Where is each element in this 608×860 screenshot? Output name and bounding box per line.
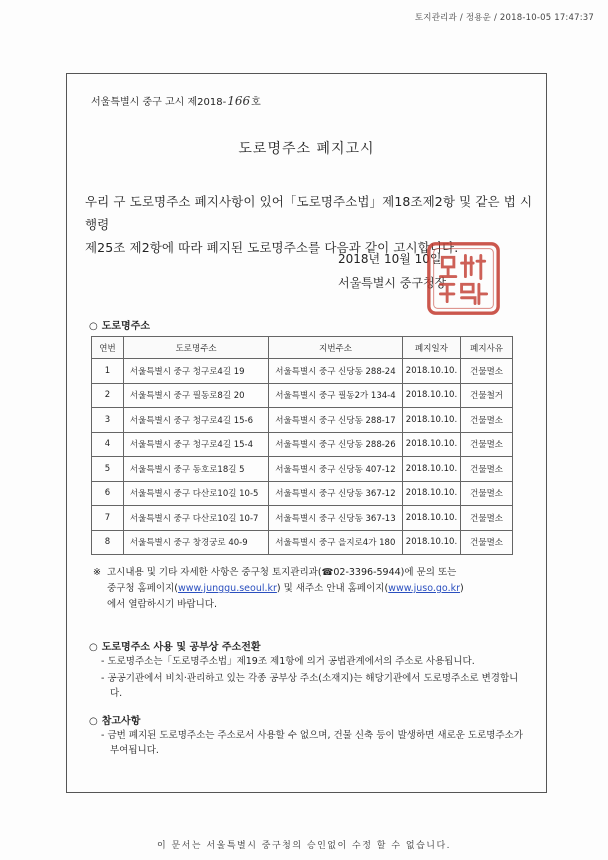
cell-lot-address: 서울특별시 중구 을지로4가 180 bbox=[269, 530, 402, 555]
notice-title: 도로명주소 폐지고시 bbox=[238, 141, 375, 157]
junggu-homepage-link[interactable]: www.junggu.seoul.kr bbox=[177, 583, 277, 594]
notice-issuer: 서울특별시 중구청장 bbox=[338, 276, 447, 290]
cell-date: 2018.10.10. bbox=[402, 408, 460, 433]
cell-date: 2018.10.10. bbox=[402, 432, 460, 457]
cell-date: 2018.10.10. bbox=[402, 481, 460, 506]
cell-lot-address: 서울특별시 중구 신당동 407-12 bbox=[269, 457, 402, 482]
cell-no: 5 bbox=[92, 457, 124, 482]
cell-date: 2018.10.10. bbox=[402, 530, 460, 555]
col-header-road-address: 도로명주소 bbox=[123, 337, 268, 359]
notice-number-handwritten: 166 bbox=[227, 94, 251, 108]
notes-section-heading bbox=[89, 712, 140, 727]
cell-reason: 건물철거 bbox=[461, 383, 513, 408]
notice-number-prefix: 서울특별시 중구 고시 제2018- bbox=[91, 97, 227, 108]
table-row bbox=[92, 383, 513, 408]
document-meta-stamp: 토지관리과 / 정용운 / 2018-10-05 17:47:37 bbox=[414, 13, 594, 23]
notes-section-list bbox=[101, 728, 526, 760]
cell-date: 2018.10.10. bbox=[402, 359, 460, 384]
notice-number bbox=[91, 93, 261, 108]
col-header-reason: 폐지사유 bbox=[461, 337, 513, 359]
document-footer: 이 문서는 서울특별시 중구청의 승인없이 수정 할 수 없습니다. bbox=[156, 841, 452, 851]
usage-item-2: - 공공기관에서 비치·관리하고 있는 각종 공부상 주소(소재지)는 해당기관에서 도로명주소로 변경합니다. bbox=[101, 673, 519, 699]
notice-date: 2018년 10월 10일 bbox=[338, 252, 442, 266]
cell-reason: 건물멸소 bbox=[461, 359, 513, 384]
cell-lot-address: 서울특별시 중구 신당동 288-26 bbox=[269, 432, 402, 457]
reference-note-line-1: 고시내용 및 기타 자세한 사항은 중구청 토지관리과(☎02-3396-5944)에 문의 또는 bbox=[107, 567, 457, 578]
usage-section-list bbox=[101, 654, 526, 703]
table-row bbox=[92, 506, 513, 531]
table-row bbox=[92, 481, 513, 506]
notice-body-line-2: 제25조 제2항에 따라 폐지된 도로명주소를 다음과 같이 고시합니다. bbox=[85, 240, 459, 255]
reference-text-a: 중구청 홈페이지( bbox=[107, 583, 178, 594]
notes-heading-label: 참고사항 bbox=[101, 716, 141, 727]
table-row bbox=[92, 457, 513, 482]
official-seal-icon bbox=[425, 240, 502, 317]
cell-reason: 건물멸소 bbox=[461, 432, 513, 457]
cell-reason: 건물멸소 bbox=[461, 408, 513, 433]
notice-body-line-1: 우리 구 도로명주소 폐지사항이 있어「도로명주소법」제18조제2항 및 같은 법 시행령 bbox=[85, 194, 533, 232]
cell-reason: 건물멸소 bbox=[461, 530, 513, 555]
cell-road-address: 서울특별시 중구 필동로8길 20 bbox=[123, 383, 268, 408]
road-address-section-heading bbox=[89, 317, 150, 332]
cell-road-address: 서울특별시 중구 창경궁로 40-9 bbox=[123, 530, 268, 555]
cell-reason: 건물멸소 bbox=[461, 481, 513, 506]
cell-date: 2018.10.10. bbox=[402, 383, 460, 408]
usage-section-heading bbox=[89, 638, 261, 653]
table-header-row bbox=[92, 337, 513, 359]
usage-heading-label: 도로명주소 사용 및 공부상 주소전환 bbox=[101, 642, 261, 653]
cell-no: 6 bbox=[92, 481, 124, 506]
notice-number-suffix: 호 bbox=[251, 97, 261, 108]
cell-road-address: 서울특별시 중구 다산로10길 10-7 bbox=[123, 506, 268, 531]
cell-road-address: 서울특별시 중구 다산로10길 10-5 bbox=[123, 481, 268, 506]
cell-no: 3 bbox=[92, 408, 124, 433]
table-row bbox=[92, 432, 513, 457]
cell-no: 4 bbox=[92, 432, 124, 457]
reference-text-c: ) bbox=[460, 583, 464, 594]
abolished-address-table bbox=[91, 336, 513, 555]
cell-lot-address: 서울특별시 중구 신당동 288-17 bbox=[269, 408, 402, 433]
circle-bullet-icon: ○ bbox=[89, 716, 98, 727]
cell-date: 2018.10.10. bbox=[402, 506, 460, 531]
cell-lot-address: 서울특별시 중구 신당동 367-12 bbox=[269, 481, 402, 506]
cell-no: 7 bbox=[92, 506, 124, 531]
col-header-date: 폐지일자 bbox=[402, 337, 460, 359]
cell-road-address: 서울특별시 중구 청구로4길 15-6 bbox=[123, 408, 268, 433]
table-row bbox=[92, 530, 513, 555]
reference-note-line-2 bbox=[93, 581, 533, 597]
cell-reason: 건물멸소 bbox=[461, 457, 513, 482]
cell-lot-address: 서울특별시 중구 필동2가 134-4 bbox=[269, 383, 402, 408]
usage-item-1: - 도로명주소는「도로명주소법」제19조 제1항에 의거 공법관계에서의 주소로 사용됩니다. bbox=[101, 656, 475, 667]
reference-note bbox=[93, 565, 533, 613]
cell-road-address: 서울특별시 중구 동호로18길 5 bbox=[123, 457, 268, 482]
note-mark-icon: ※ bbox=[93, 567, 101, 578]
table-row bbox=[92, 359, 513, 384]
cell-reason: 건물멸소 bbox=[461, 506, 513, 531]
road-address-heading-label: 도로명주소 bbox=[101, 321, 151, 332]
cell-no: 1 bbox=[92, 359, 124, 384]
table-row bbox=[92, 408, 513, 433]
reference-note-line-3: 에서 열람하시기 바랍니다. bbox=[107, 599, 218, 610]
cell-no: 8 bbox=[92, 530, 124, 555]
cell-lot-address: 서울특별시 중구 신당동 288-24 bbox=[269, 359, 402, 384]
reference-text-b: ) 및 새주소 안내 홈페이지( bbox=[276, 583, 389, 594]
notice-sheet bbox=[66, 73, 547, 793]
cell-lot-address: 서울특별시 중구 신당동 367-13 bbox=[269, 506, 402, 531]
circle-bullet-icon: ○ bbox=[89, 642, 98, 653]
juso-homepage-link[interactable]: www.juso.go.kr bbox=[388, 583, 461, 594]
col-header-lot-address: 지번주소 bbox=[269, 337, 402, 359]
circle-bullet-icon: ○ bbox=[89, 321, 98, 332]
cell-date: 2018.10.10. bbox=[402, 457, 460, 482]
notes-item-1: - 금번 폐지된 도로명주소는 주소로서 사용할 수 없으며, 건물 신축 등이 발생하면 새로운 도로명주소가 부여됩니다. bbox=[101, 730, 523, 756]
cell-no: 2 bbox=[92, 383, 124, 408]
cell-road-address: 서울특별시 중구 청구로4길 15-4 bbox=[123, 432, 268, 457]
col-header-no: 연번 bbox=[92, 337, 124, 359]
cell-road-address: 서울특별시 중구 청구로4길 19 bbox=[123, 359, 268, 384]
